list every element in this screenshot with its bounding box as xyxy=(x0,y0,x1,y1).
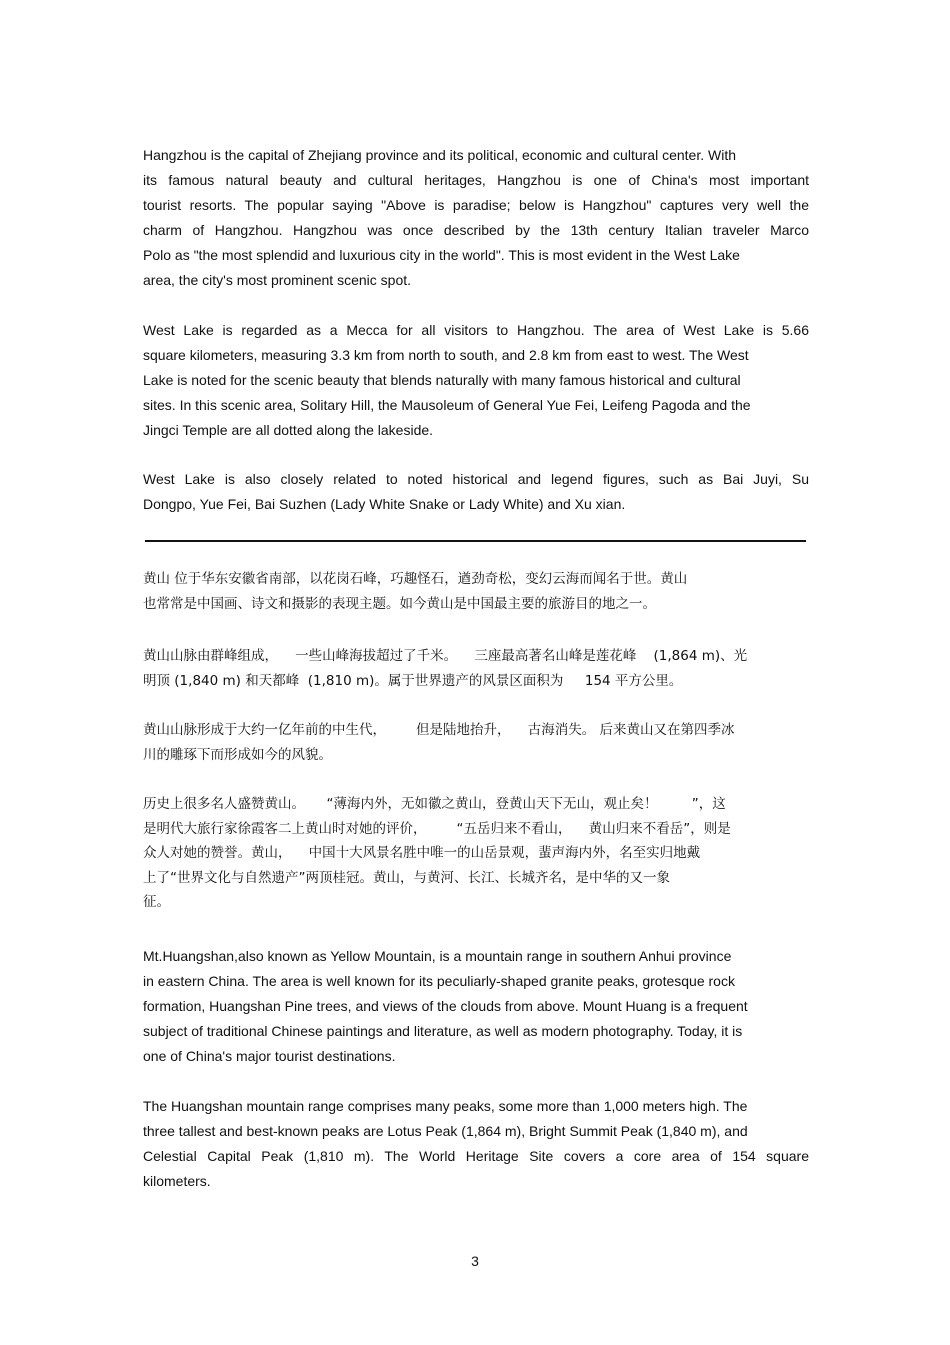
text-line: kilometers. xyxy=(143,1173,211,1189)
huangshan-en-paragraph-2 xyxy=(143,1094,809,1194)
text-line: Dongpo, Yue Fei, Bai Suzhen (Lady White Snake or Lady White) and Xu xian. xyxy=(143,496,626,512)
text-line: Polo as "the most splendid and luxurious city in the world". This is most evident in the West Lake xyxy=(143,247,740,263)
text-line: charm of Hangzhou. Hangzhou was once described by the 13th century Italian traveler Marco xyxy=(143,222,809,238)
text-line: formation, Huangshan Pine trees, and views of the clouds from above. Mount Huang is a frequent xyxy=(143,998,748,1014)
text-line: 明顶 (1,840 m) 和天都峰 (1,810 m)。属于世界遗产的风景区面积为 154 平方公里。 xyxy=(143,672,683,689)
text-line: in eastern China. The area is well known for its peculiarly-shaped granite peaks, grotesque rock xyxy=(143,973,735,989)
west-lake-figures-paragraph xyxy=(143,467,809,517)
text-line: The Huangshan mountain range comprises many peaks, some more than 1,000 meters high. The xyxy=(143,1098,748,1114)
text-line: Lake is noted for the scenic beauty that blends naturally with many famous historical and cultural xyxy=(143,372,741,388)
text-line: square kilometers, measuring 3.3 km from north to south, and 2.8 km from east to west. The West xyxy=(143,347,749,363)
text-line: 黄山山脉形成于大约一亿年前的中生代， 但是陆地抬升， 古海消失。 后来黄山又在第四季冰 xyxy=(143,722,735,738)
text-line: 众人对她的赞誉。黄山， 中国十大风景名胜中唯一的山岳景观，蜚声海内外，名至实归地戴 xyxy=(143,845,701,861)
huangshan-zh-paragraph-3 xyxy=(143,718,809,767)
text-line: one of China's major tourist destinations. xyxy=(143,1048,396,1064)
text-line: 黄山 位于华东安徽省南部，以花岗石峰，巧趣怪石，遒劲奇松，变幻云海而闻名于世。黄山 xyxy=(143,571,688,587)
huangshan-zh-paragraph-1 xyxy=(143,567,809,616)
text-line: 川的雕琢下而形成如今的风貌。 xyxy=(143,746,332,763)
text-line: 黄山山脉由群峰组成， 一些山峰海拔超过了千米。 三座最高著名山峰是莲花峰 (1,864 m)、光 xyxy=(143,648,748,664)
text-line: 上了“世界文化与自然遗产”两顶桂冠。黄山，与黄河、长江、长城齐名，是中华的又一象 xyxy=(143,869,670,886)
text-line: subject of traditional Chinese paintings and literature, as well as modern photography. Today, it is xyxy=(143,1023,743,1039)
text-line: 是明代大旅行家徐霞客二上黄山时对她的评价， “五岳归来不看山， 黄山归来不看岳”，则是 xyxy=(143,820,731,837)
text-line: area, the city's most prominent scenic spot. xyxy=(143,272,412,288)
west-lake-paragraph xyxy=(143,318,809,443)
text-line: West Lake is regarded as a Mecca for all visitors to Hangzhou. The area of West Lake is 5.66 xyxy=(143,322,809,338)
text-line: Mt.Huangshan,also known as Yellow Mountain, is a mountain range in southern Anhui province xyxy=(143,948,732,964)
text-line: three tallest and best-known peaks are Lotus Peak (1,864 m), Bright Summit Peak (1,840 m), and xyxy=(143,1123,748,1139)
text-line: 也常常是中国画、诗文和摄影的表现主题。如今黄山是中国最主要的旅游目的地之一。 xyxy=(143,595,656,612)
text-line: Celestial Capital Peak (1,810 m). The World Heritage Site covers a core area of 154 square xyxy=(143,1148,809,1164)
section-divider xyxy=(145,540,806,542)
page-number: 3 xyxy=(471,1253,479,1269)
huangshan-en-paragraph-1 xyxy=(143,944,809,1069)
text-line: Jingci Temple are all dotted along the lakeside. xyxy=(143,422,434,438)
huangshan-zh-paragraph-4 xyxy=(143,792,809,915)
hangzhou-paragraph-1 xyxy=(143,143,809,293)
text-line: Hangzhou is the capital of Zhejiang province and its political, economic and cultural center. With xyxy=(143,147,736,163)
text-line: 征。 xyxy=(143,894,170,910)
text-line: West Lake is also closely related to noted historical and legend figures, such as Bai Juyi, Su xyxy=(143,471,809,487)
text-line: tourist resorts. The popular saying "Above is paradise; below is Hangzhou" captures very well the xyxy=(143,197,809,213)
text-line: its famous natural beauty and cultural heritages, Hangzhou is one of China's most important xyxy=(143,172,809,188)
text-line: 历史上很多名人盛赞黄山。 “薄海内外，无如徽之黄山，登黄山天下无山，观止矣！ ”，这 xyxy=(143,796,726,812)
huangshan-zh-paragraph-2 xyxy=(143,644,809,693)
text-line: sites. In this scenic area, Solitary Hill, the Mausoleum of General Yue Fei, Leifeng Pagoda and the xyxy=(143,397,751,413)
